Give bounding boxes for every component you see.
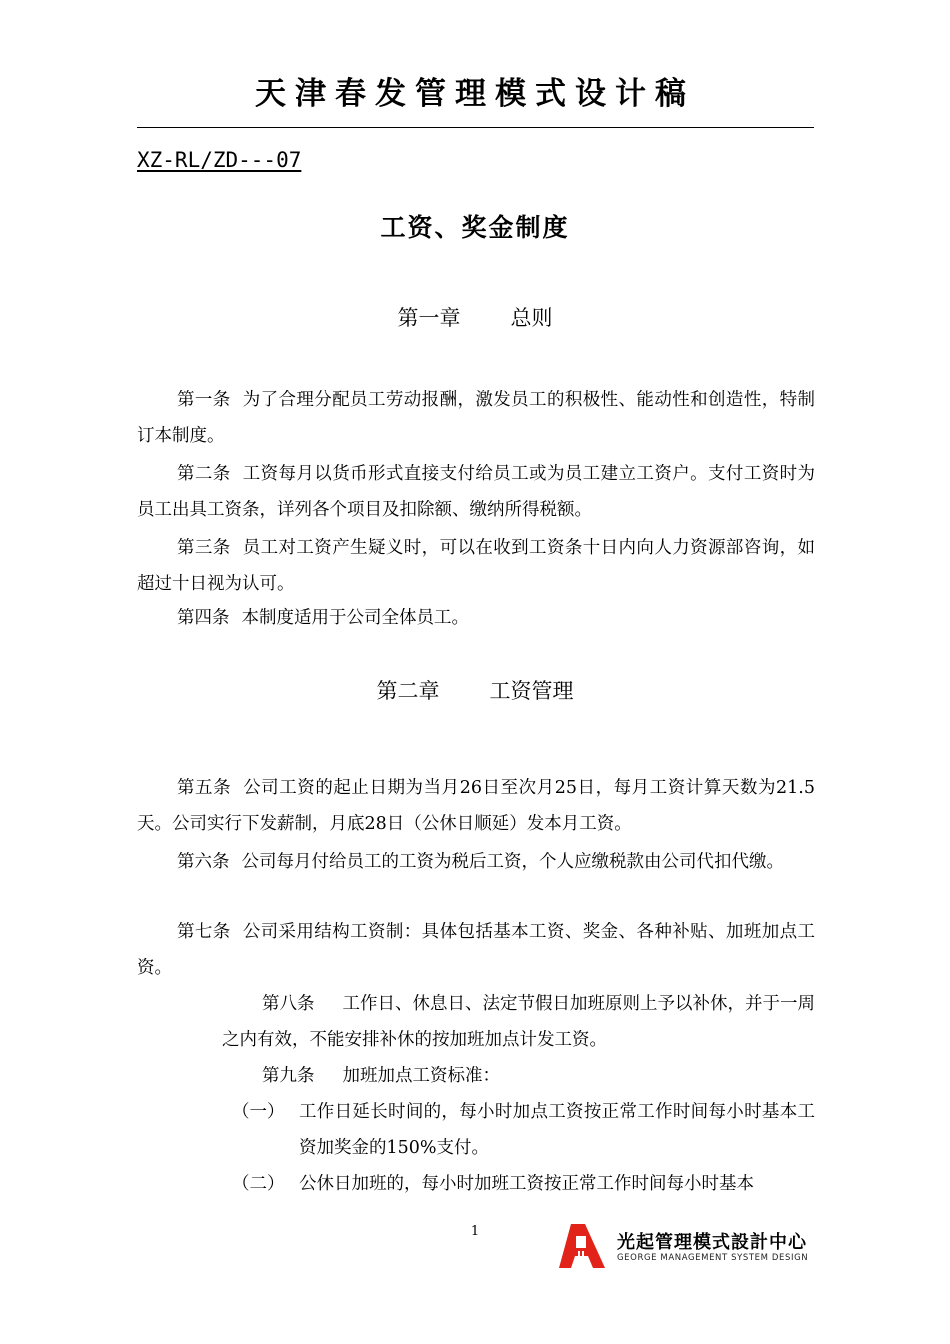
header-title: 天津春发管理模式设计稿 [255,76,695,112]
article-label: 第八条 [262,994,315,1014]
chapter-heading [0,675,950,705]
article-label: 第三条 [177,538,231,558]
list-item [222,1166,815,1202]
logo-a-icon [555,1224,609,1268]
article-paragraph [137,844,815,880]
article-label: 第六条 [177,852,230,872]
list-item-number: （二） [232,1174,285,1194]
document-title: 工资、奖金制度 [380,213,570,242]
company-logo [555,1222,817,1270]
header-divider [137,127,814,128]
article-paragraph [137,530,815,602]
article-text: 公司工资的起止日期为当月26日至次月25日，每月工资计算天数为21.5天。公司实行下发薪制，月底28日（公休日顺延）发本月工资。 [137,778,815,834]
article-text: 加班加点工资标准： [342,1066,500,1086]
article-paragraph [222,986,815,1058]
document-code: XZ-RL/ZD---07 [137,148,302,172]
article-label: 第一条 [177,390,231,410]
article-label: 第五条 [177,778,232,798]
article-paragraph [137,600,815,636]
article-label: 第九条 [262,1066,315,1086]
list-item-text: 工作日延长时间的，每小时加点工资按正常工作时间每小时基本工资加奖金的150%支付。 [299,1102,815,1158]
logo-chinese-name: 光起管理模式設計中心 [617,1232,807,1253]
chapter-heading [0,302,950,332]
article-label: 第七条 [177,922,231,942]
article-text: 公司采用结构工资制：具体包括基本工资、奖金、各种补贴、加班加点工资。 [137,922,816,978]
chapter-name: 总则 [510,306,553,330]
article-label: 第二条 [177,464,231,484]
article-paragraph [137,770,815,842]
page-number: 1 [470,1224,480,1239]
logo-english-name: GEORGE MANAGEMENT SYSTEM DESIGN [617,1253,809,1263]
list-item [222,1094,815,1166]
article-paragraph [222,1058,815,1094]
list-item-text: 公休日加班的，每小时加班工资按正常工作时间每小时基本 [299,1174,754,1194]
article-paragraph [137,382,815,454]
article-label: 第四条 [177,608,230,628]
article-text: 工资每月以货币形式直接支付给员工或为员工建立工资户。支付工资时为员工出具工资条，详列各个项目及扣除额、缴纳所得税额。 [137,464,816,520]
chapter-name: 工资管理 [489,679,574,703]
article-paragraph [137,914,815,986]
chapter-number: 第二章 [376,679,440,703]
article-text: 员工对工资产生疑义时，可以在收到工资条十日内向人力资源部咨询，如超过十日视为认可。 [137,538,816,594]
chapter-number: 第一章 [397,306,461,330]
article-paragraph [137,456,815,528]
article-text: 公司每月付给员工的工资为税后工资，个人应缴税款由公司代扣代缴。 [241,852,784,872]
article-text: 为了合理分配员工劳动报酬，激发员工的积极性、能动性和创造性，特制订本制度。 [137,390,816,446]
article-text: 工作日、休息日、法定节假日加班原则上予以补休，并于一周之内有效，不能安排补休的按加班加点计发工资。 [222,994,815,1050]
article-text: 本制度适用于公司全体员工。 [241,608,469,628]
list-item-number: （一） [232,1102,285,1122]
